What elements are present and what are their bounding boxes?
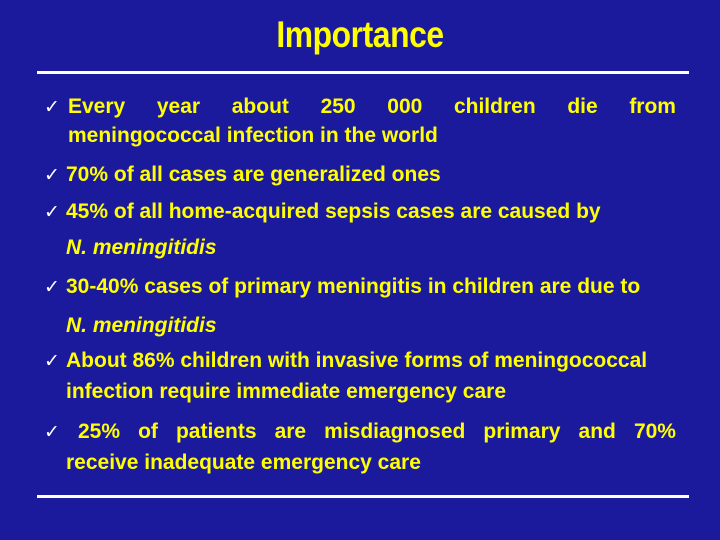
bullet-6-line-1 (78, 417, 676, 447)
bullet-6-line-2: receive inadequate emergency care (66, 451, 421, 474)
word: 25% (78, 420, 121, 443)
bullet-5-line-2: infection require immediate emergency care (66, 380, 507, 403)
word: from (629, 95, 676, 118)
word: patients (175, 420, 257, 443)
word: about (231, 95, 289, 118)
word: of (138, 420, 158, 443)
checkmark-icon: ✓ (44, 164, 60, 186)
bullet-3-organism: N. meningitidis (66, 236, 217, 259)
bottom-divider (37, 495, 689, 498)
bullet-4-organism: N. meningitidis (66, 314, 217, 337)
word: 250 (320, 95, 356, 118)
word: and (578, 420, 616, 443)
slide-title: Importance (276, 14, 444, 55)
word: are (274, 420, 307, 443)
checkmark-icon: ✓ (44, 276, 60, 298)
word: misdiagnosed (324, 420, 466, 443)
bullet-5-line-1: About 86% children with invasive forms of meningococcal (66, 349, 648, 372)
bullet-1-line-2: meningococcal infection in the world (68, 124, 438, 147)
bullet-4-text: 30-40% cases of primary meningitis in children are due to (66, 275, 641, 298)
word: 70% (633, 420, 676, 443)
checkmark-icon: ✓ (44, 350, 60, 372)
word: Every (68, 95, 126, 118)
checkmark-icon: ✓ (44, 201, 60, 223)
word: year (156, 95, 201, 118)
word: primary (483, 420, 561, 443)
checkmark-icon: ✓ (44, 96, 60, 118)
word: die (567, 95, 598, 118)
word: children (453, 95, 536, 118)
word: 000 (387, 95, 423, 118)
checkmark-icon: ✓ (44, 421, 60, 443)
bullet-2-text: 70% of all cases are generalized ones (66, 163, 441, 186)
top-divider (37, 71, 689, 74)
bullet-1-line-1 (68, 92, 676, 122)
bullet-3-text: 45% of all home-acquired sepsis cases are caused by (66, 200, 601, 223)
